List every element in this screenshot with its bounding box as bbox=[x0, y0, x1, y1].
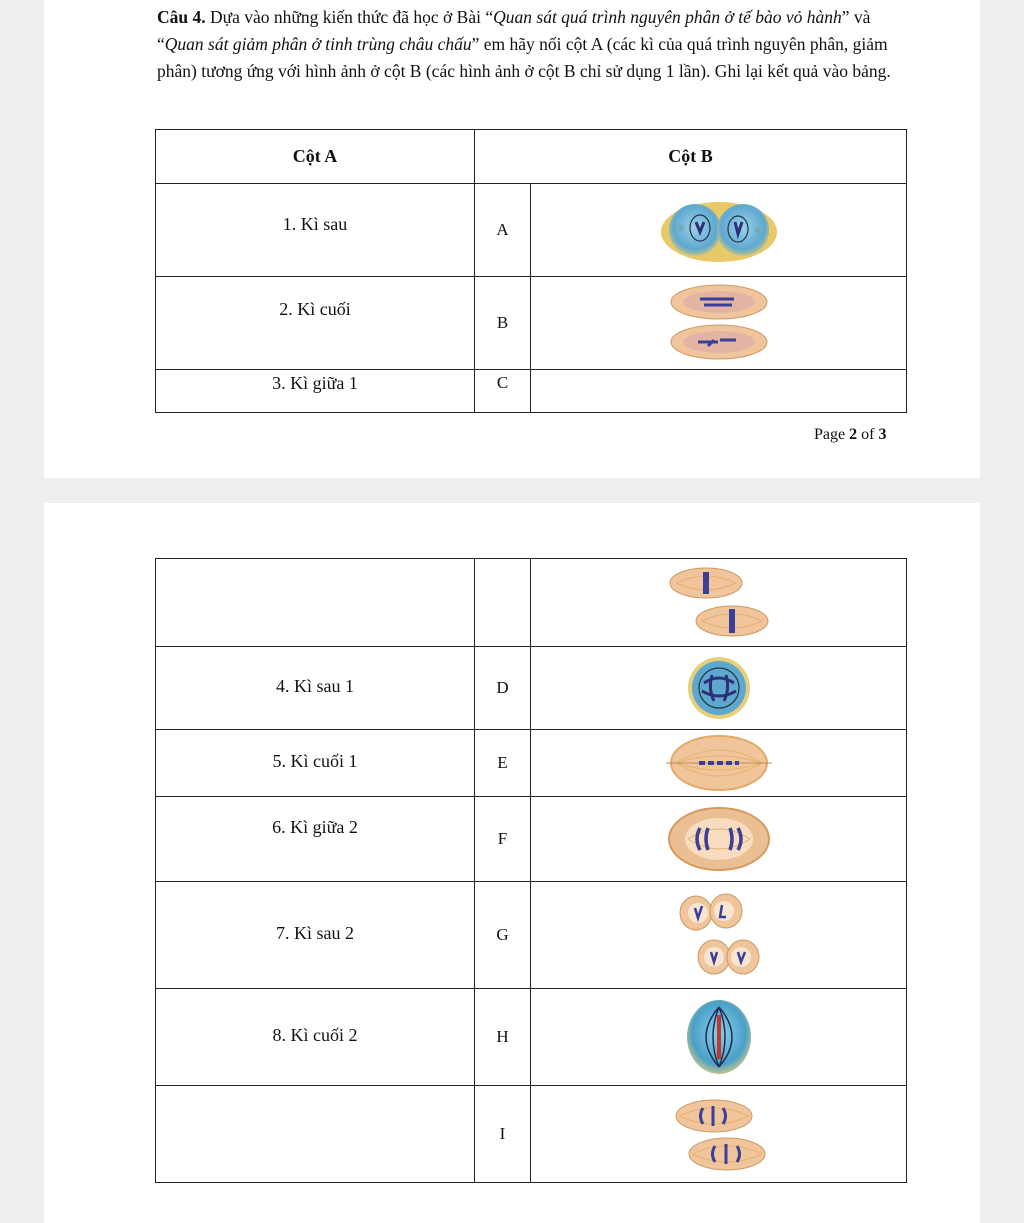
document-page-1 bbox=[44, 0, 980, 478]
stage-cell bbox=[156, 1086, 475, 1183]
letter-cell: G bbox=[475, 882, 531, 989]
table-row bbox=[156, 647, 907, 730]
round-cell-prophase-icon bbox=[684, 653, 754, 723]
table-row bbox=[156, 370, 907, 413]
table-row bbox=[156, 184, 907, 277]
oval-cell-metaphase-plate-icon bbox=[664, 733, 774, 793]
stage-label: 7. Kì sau 2 bbox=[276, 922, 354, 943]
stage-cell bbox=[156, 184, 475, 277]
image-cell bbox=[531, 277, 907, 370]
table-row bbox=[156, 730, 907, 797]
letter-cell: A bbox=[475, 184, 531, 277]
stage-label: 1. Kì sau bbox=[282, 213, 348, 234]
letter-label: C bbox=[496, 373, 509, 392]
stage-cell bbox=[156, 989, 475, 1086]
image-cell bbox=[531, 882, 907, 989]
stage-label: 8. Kì cuối 2 bbox=[272, 1024, 358, 1045]
stage-label: 5. Kì cuối 1 bbox=[272, 750, 358, 771]
stage-cell bbox=[156, 647, 475, 730]
stage-label: 4. Kì sau 1 bbox=[276, 675, 354, 696]
letter-cell: F bbox=[475, 797, 531, 882]
question-outro: ” em hãy nối cột A (các kì của quá trình nguyên phân, giảm phân) tương ứng với hình ảnh ở cột B (các hình ảnh ở cột B chỉ sử dụng 1 lần). Ghi lại kết quả vào bảng. bbox=[157, 34, 891, 81]
table-row bbox=[156, 277, 907, 370]
table-row bbox=[156, 1086, 907, 1183]
table-header-row bbox=[156, 130, 907, 184]
image-cell bbox=[531, 559, 907, 647]
letter-cell: E bbox=[475, 730, 531, 797]
two-oval-cells-metaphase-icon bbox=[664, 563, 774, 643]
table-row bbox=[156, 882, 907, 989]
letter-cell: B bbox=[475, 277, 531, 370]
oval-cell-anaphase-icon bbox=[664, 804, 774, 874]
letter-cell: I bbox=[475, 1086, 531, 1183]
page-number-prefix: Page bbox=[814, 426, 850, 443]
stage-cell bbox=[156, 559, 475, 647]
image-cell bbox=[531, 1086, 907, 1183]
page-number-current: 2 bbox=[849, 426, 858, 443]
four-daughter-cells-icon bbox=[669, 889, 769, 981]
matching-table-part-2 bbox=[155, 558, 907, 1183]
two-oval-cells-anaphase-icon bbox=[669, 1090, 769, 1178]
two-round-daughter-cells-icon bbox=[659, 190, 779, 270]
lesson-title-2: Quan sát giảm phân ở tinh trùng châu chấu bbox=[164, 34, 472, 54]
stage-cell bbox=[156, 882, 475, 989]
document-page-2 bbox=[44, 503, 980, 1223]
image-cell bbox=[531, 647, 907, 730]
matching-table-part-1 bbox=[155, 129, 907, 413]
stage-cell bbox=[156, 730, 475, 797]
stage-cell bbox=[156, 277, 475, 370]
stage-cell bbox=[156, 370, 475, 413]
header-column-b: Cột B bbox=[475, 130, 907, 184]
table-row bbox=[156, 797, 907, 882]
page-number-middle: of bbox=[857, 426, 879, 443]
letter-cell bbox=[475, 559, 531, 647]
image-cell bbox=[531, 797, 907, 882]
lesson-title-1: Quan sát quá trình nguyên phân ở tế bào vỏ hành bbox=[493, 7, 842, 27]
image-cell bbox=[531, 730, 907, 797]
header-column-a: Cột A bbox=[156, 130, 475, 184]
image-cell bbox=[531, 370, 907, 413]
image-cell bbox=[531, 184, 907, 277]
question-intro: Dựa vào những kiến thức đã học ở Bài “ bbox=[205, 7, 494, 27]
question-label: Câu 4. bbox=[157, 7, 206, 27]
round-cell-metaphase-spindle-icon bbox=[684, 997, 754, 1077]
two-oval-cells-icon bbox=[664, 280, 774, 366]
table-row bbox=[156, 559, 907, 647]
page-number bbox=[814, 426, 886, 444]
letter-cell: H bbox=[475, 989, 531, 1086]
letter-cell bbox=[475, 370, 531, 413]
stage-label: 2. Kì cuối bbox=[279, 298, 351, 319]
image-cell bbox=[531, 989, 907, 1086]
stage-label: 3. Kì giữa 1 bbox=[272, 372, 358, 393]
question-text bbox=[157, 4, 897, 85]
stage-cell bbox=[156, 797, 475, 882]
page-number-total: 3 bbox=[878, 426, 887, 443]
letter-cell: D bbox=[475, 647, 531, 730]
stage-label: 6. Kì giữa 2 bbox=[272, 816, 358, 837]
question-mid: ” và “ bbox=[157, 7, 871, 54]
table-row bbox=[156, 989, 907, 1086]
